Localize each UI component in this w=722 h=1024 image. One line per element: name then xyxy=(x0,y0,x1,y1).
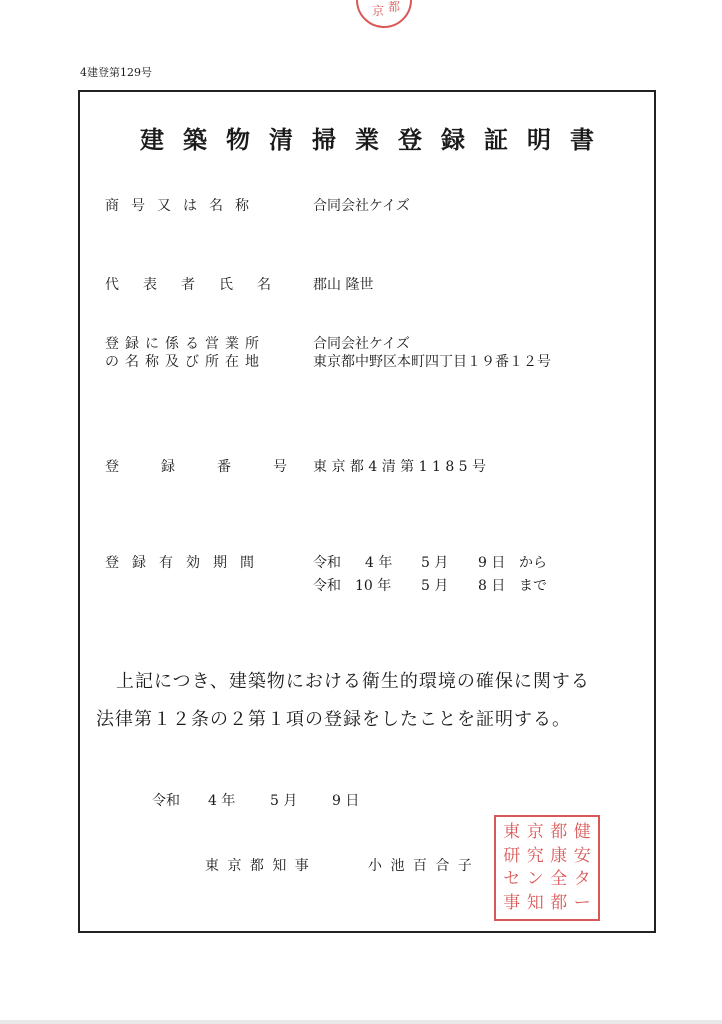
month: 5 月 xyxy=(421,578,449,594)
seal-char: 研 xyxy=(503,845,521,866)
statement-line-1: 上記につき、建築物における衛生的環境の確保に関する xyxy=(116,671,590,692)
label-office-line1 xyxy=(105,333,265,353)
month: 5 月 xyxy=(270,793,298,809)
validity-from xyxy=(313,552,547,572)
label-representative xyxy=(105,274,295,294)
certificate-title: 建築物清掃業登録証明書 xyxy=(140,125,613,154)
suffix: から xyxy=(519,555,547,571)
seal-char: 全 xyxy=(550,869,568,890)
statement-line-2: 法律第１２条の２第１項の登録をしたことを証明する。 xyxy=(96,709,571,730)
era: 令和 xyxy=(152,793,180,809)
year: 10 年 xyxy=(355,578,392,594)
issuer-title: 東 京 都 知 事 xyxy=(205,858,311,874)
seal-char: 都 xyxy=(550,892,568,913)
label-name xyxy=(105,195,277,215)
label-text: 登録番号 xyxy=(105,459,329,475)
seal-char: 都 xyxy=(550,822,568,843)
seal-char: ー xyxy=(573,892,591,913)
seal-char: ン xyxy=(526,869,544,890)
label-reg-number xyxy=(105,456,329,476)
day: 9 日 xyxy=(332,793,360,809)
label-validity xyxy=(105,552,267,572)
reference-number: 4建登第129号 xyxy=(80,66,152,79)
seal-char: 京 xyxy=(526,822,544,843)
value-office-address: 東京都中野区本町四丁目１９番１２号 xyxy=(313,354,551,370)
seal-char: タ xyxy=(573,869,591,890)
seal-char: 健 xyxy=(573,822,591,843)
label-text: の名称及び所在地 xyxy=(105,354,265,370)
seal-char: 知 xyxy=(526,892,544,913)
seal-char: 究 xyxy=(526,845,544,866)
validity-to xyxy=(313,575,547,595)
month: 5 月 xyxy=(421,555,449,571)
official-seal-stamp xyxy=(494,815,600,921)
seal-char: セ xyxy=(503,869,521,890)
suffix: まで xyxy=(519,578,547,594)
day: 8 日 xyxy=(478,578,506,594)
page-bottom-edge xyxy=(0,1020,722,1024)
label-text: 代表者氏名 xyxy=(105,277,295,293)
issuer-name: 小 池 百 合 子 xyxy=(368,858,474,874)
seal-characters xyxy=(500,821,594,915)
value-representative: 郡山 隆世 xyxy=(313,277,374,293)
label-text: 登録に係る営業所 xyxy=(105,336,265,352)
seal-char: 安 xyxy=(573,845,591,866)
seal-char: 東 xyxy=(503,822,521,843)
value-reg-number: 東 京 都 4 清 第 1 1 8 5 号 xyxy=(313,459,487,475)
year: 4 年 xyxy=(208,793,236,809)
label-text: 商号又は名称 xyxy=(105,198,261,214)
issue-date xyxy=(152,790,360,810)
top-seal-stamp xyxy=(356,0,412,28)
stamp-char: 京 xyxy=(372,4,385,18)
year: 4 年 xyxy=(365,555,393,571)
label-office-line2 xyxy=(105,351,265,371)
seal-char: 康 xyxy=(550,845,568,866)
label-text: 登録有効期間 xyxy=(105,555,267,571)
era: 令和 xyxy=(313,555,341,571)
value-name: 合同会社ケイズ xyxy=(313,198,410,214)
day: 9 日 xyxy=(478,555,506,571)
stamp-char: 都 xyxy=(388,0,401,14)
value-office-name: 合同会社ケイズ xyxy=(313,336,410,352)
seal-char: 事 xyxy=(503,892,521,913)
era: 令和 xyxy=(313,578,341,594)
